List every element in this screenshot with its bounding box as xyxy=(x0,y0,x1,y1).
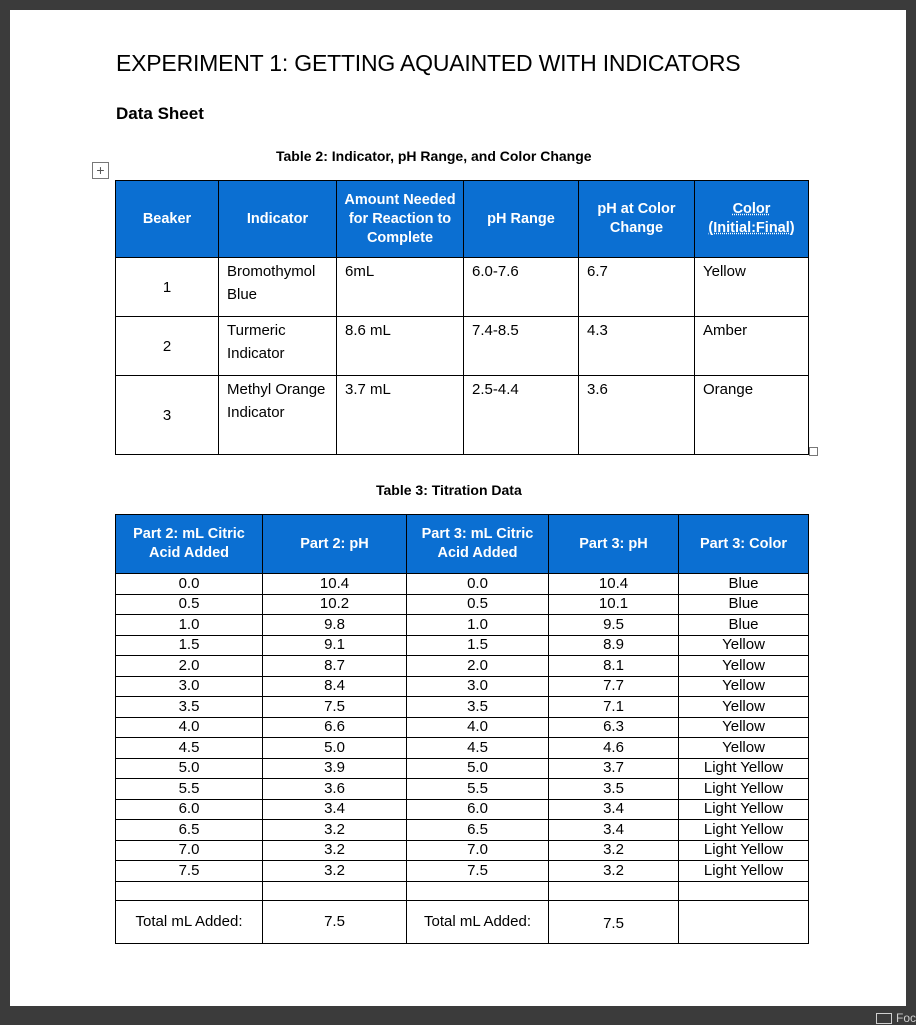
cell-amount[interactable]: 3.7 mL xyxy=(337,376,464,455)
cell-part2-ml[interactable]: 1.5 xyxy=(116,635,263,656)
focus-mode-button[interactable] xyxy=(876,1012,916,1024)
table-header-row xyxy=(116,181,809,258)
cell-part3-ml[interactable]: 1.5 xyxy=(407,635,549,656)
cell-beaker[interactable]: 1 xyxy=(116,258,219,317)
cell-color[interactable]: Yellow xyxy=(695,258,809,317)
cell-part3-ml[interactable]: 6.5 xyxy=(407,820,549,841)
cell-part2-ml[interactable]: 4.5 xyxy=(116,738,263,759)
cell-part3-ph[interactable]: 7.7 xyxy=(549,676,679,697)
cell-part3-ml[interactable]: 4.5 xyxy=(407,738,549,759)
cell-part2-ph[interactable]: 3.4 xyxy=(263,799,407,820)
total-label-part3[interactable]: Total mL Added: xyxy=(407,900,549,943)
cell-part3-ml[interactable]: 7.5 xyxy=(407,861,549,882)
cell-part3-color[interactable]: Light Yellow xyxy=(679,861,809,882)
cell-part2-ph[interactable]: 6.6 xyxy=(263,717,407,738)
cell-ph-change[interactable]: 6.7 xyxy=(579,258,695,317)
cell-color[interactable]: Amber xyxy=(695,317,809,376)
cell-part3-ml[interactable]: 1.0 xyxy=(407,615,549,636)
cell-part3-ph[interactable]: 6.3 xyxy=(549,717,679,738)
cell-part3-color[interactable]: Light Yellow xyxy=(679,779,809,800)
cell-part2-ml[interactable]: 3.5 xyxy=(116,697,263,718)
header-part3-color: Part 3: Color xyxy=(679,515,809,574)
cell-amount[interactable]: 6mL xyxy=(337,258,464,317)
cell-part3-ph[interactable]: 7.1 xyxy=(549,697,679,718)
cell-part2-ph[interactable]: 8.4 xyxy=(263,676,407,697)
cell-part3-ph[interactable]: 3.7 xyxy=(549,758,679,779)
cell-part2-ml[interactable]: 0.0 xyxy=(116,574,263,595)
blank-cell[interactable] xyxy=(263,881,407,900)
cell-part3-color[interactable]: Light Yellow xyxy=(679,799,809,820)
cell-part3-ph[interactable]: 9.5 xyxy=(549,615,679,636)
table-move-handle-icon[interactable]: + xyxy=(92,162,109,179)
cell-part3-color[interactable]: Light Yellow xyxy=(679,758,809,779)
cell-part3-ml[interactable]: 5.0 xyxy=(407,758,549,779)
header-beaker: Beaker xyxy=(116,181,219,258)
cell-part3-color[interactable]: Blue xyxy=(679,615,809,636)
table-row xyxy=(116,594,809,615)
cell-part2-ph[interactable]: 8.7 xyxy=(263,656,407,677)
table-row xyxy=(116,717,809,738)
cell-part3-ml[interactable]: 0.5 xyxy=(407,594,549,615)
table-row xyxy=(116,799,809,820)
cell-part3-ml[interactable]: 0.0 xyxy=(407,574,549,595)
cell-part3-ph[interactable]: 4.6 xyxy=(549,738,679,759)
cell-color[interactable]: Orange xyxy=(695,376,809,455)
table-row xyxy=(116,615,809,636)
total-color-cell[interactable] xyxy=(679,900,809,943)
cell-indicator[interactable]: Bromothymol Blue xyxy=(219,258,337,317)
cell-ph-range[interactable]: 6.0-7.6 xyxy=(464,258,579,317)
blank-cell[interactable] xyxy=(116,881,263,900)
cell-part3-ml[interactable]: 7.0 xyxy=(407,840,549,861)
cell-part3-ml[interactable]: 4.0 xyxy=(407,717,549,738)
indicator-table xyxy=(115,180,809,455)
cell-part2-ml[interactable]: 5.0 xyxy=(116,758,263,779)
cell-beaker[interactable]: 3 xyxy=(116,376,219,455)
cell-part2-ml[interactable]: 1.0 xyxy=(116,615,263,636)
cell-part3-ph[interactable]: 8.1 xyxy=(549,656,679,677)
header-amount: Amount Needed for Reaction to Complete xyxy=(337,181,464,258)
total-label-part2[interactable]: Total mL Added: xyxy=(116,900,263,943)
focus-icon xyxy=(876,1013,892,1024)
cell-part3-ph[interactable]: 3.2 xyxy=(549,840,679,861)
total-value-part3[interactable]: 7.5 xyxy=(549,900,679,943)
cell-part3-ph[interactable]: 3.5 xyxy=(549,779,679,800)
cell-part3-color[interactable]: Yellow xyxy=(679,656,809,677)
table-row xyxy=(116,376,809,455)
cell-part2-ph[interactable]: 10.4 xyxy=(263,574,407,595)
header-ph-range: pH Range xyxy=(464,181,579,258)
cell-ph-range[interactable]: 2.5-4.4 xyxy=(464,376,579,455)
cell-part2-ph[interactable]: 5.0 xyxy=(263,738,407,759)
table-row xyxy=(116,317,809,376)
cell-part3-color[interactable]: Yellow xyxy=(679,676,809,697)
total-value-part2[interactable]: 7.5 xyxy=(263,900,407,943)
cell-part3-color[interactable]: Light Yellow xyxy=(679,840,809,861)
cell-part3-ph[interactable]: 3.4 xyxy=(549,820,679,841)
table-header-row xyxy=(116,515,809,574)
cell-part2-ml[interactable]: 6.5 xyxy=(116,820,263,841)
cell-part3-ml[interactable]: 6.0 xyxy=(407,799,549,820)
status-bar xyxy=(0,1006,916,1024)
cell-part3-ph[interactable]: 10.1 xyxy=(549,594,679,615)
table-resize-handle[interactable] xyxy=(809,447,818,456)
table-row xyxy=(116,656,809,677)
cell-ph-change[interactable]: 4.3 xyxy=(579,317,695,376)
cell-part3-ml[interactable]: 3.5 xyxy=(407,697,549,718)
cell-part2-ph[interactable]: 9.8 xyxy=(263,615,407,636)
cell-ph-range[interactable]: 7.4-8.5 xyxy=(464,317,579,376)
cell-part3-color[interactable]: Blue xyxy=(679,574,809,595)
cell-part3-ml[interactable]: 2.0 xyxy=(407,656,549,677)
header-part3-ml: Part 3: mL Citric Acid Added xyxy=(407,515,549,574)
cell-part2-ph[interactable]: 3.2 xyxy=(263,840,407,861)
cell-part2-ml[interactable]: 5.5 xyxy=(116,779,263,800)
cell-part2-ml[interactable]: 6.0 xyxy=(116,799,263,820)
blank-cell[interactable] xyxy=(549,881,679,900)
cell-part3-ph[interactable]: 8.9 xyxy=(549,635,679,656)
cell-part3-color[interactable]: Yellow xyxy=(679,738,809,759)
header-part2-ph: Part 2: pH xyxy=(263,515,407,574)
blank-cell[interactable] xyxy=(407,881,549,900)
cell-part2-ph[interactable]: 3.2 xyxy=(263,820,407,841)
table-row xyxy=(116,820,809,841)
table2-caption: Table 2: Indicator, pH Range, and Color Change xyxy=(276,148,592,164)
cell-part3-color[interactable]: Yellow xyxy=(679,635,809,656)
cell-part2-ph[interactable]: 7.5 xyxy=(263,697,407,718)
cell-part3-ml[interactable]: 3.0 xyxy=(407,676,549,697)
cell-part3-color[interactable]: Blue xyxy=(679,594,809,615)
cell-part3-color[interactable]: Yellow xyxy=(679,697,809,718)
cell-beaker[interactable]: 2 xyxy=(116,317,219,376)
cell-indicator[interactable]: Methyl Orange Indicator xyxy=(219,376,337,455)
cell-part2-ph[interactable]: 9.1 xyxy=(263,635,407,656)
header-color xyxy=(695,181,809,258)
table-row xyxy=(116,840,809,861)
cell-part2-ml[interactable]: 0.5 xyxy=(116,594,263,615)
titration-table xyxy=(115,514,809,944)
table-row xyxy=(116,861,809,882)
cell-part2-ml[interactable]: 7.0 xyxy=(116,840,263,861)
header-ph-color-change: pH at Color Change xyxy=(579,181,695,258)
table-row xyxy=(116,676,809,697)
cell-part3-ph[interactable]: 3.2 xyxy=(549,861,679,882)
table-row xyxy=(116,738,809,759)
header-part2-ml: Part 2: mL Citric Acid Added xyxy=(116,515,263,574)
table-row xyxy=(116,258,809,317)
cell-amount[interactable]: 8.6 mL xyxy=(337,317,464,376)
cell-part2-ml[interactable]: 4.0 xyxy=(116,717,263,738)
cell-ph-change[interactable]: 3.6 xyxy=(579,376,695,455)
titration-table-body xyxy=(116,574,809,882)
cell-part2-ml[interactable]: 3.0 xyxy=(116,676,263,697)
cell-part3-ph[interactable]: 3.4 xyxy=(549,799,679,820)
cell-part2-ph[interactable]: 3.6 xyxy=(263,779,407,800)
page-subtitle: Data Sheet xyxy=(116,104,204,123)
table-row-totals xyxy=(116,900,809,943)
cell-part3-color[interactable]: Light Yellow xyxy=(679,820,809,841)
cell-part2-ph[interactable]: 10.2 xyxy=(263,594,407,615)
cell-part3-color[interactable]: Yellow xyxy=(679,717,809,738)
table3-caption: Table 3: Titration Data xyxy=(376,482,522,498)
table-row xyxy=(116,779,809,800)
cell-part2-ph[interactable]: 3.2 xyxy=(263,861,407,882)
blank-cell[interactable] xyxy=(679,881,809,900)
cell-part2-ph[interactable]: 3.9 xyxy=(263,758,407,779)
table-row xyxy=(116,697,809,718)
header-part3-ph: Part 3: pH xyxy=(549,515,679,574)
table-row xyxy=(116,635,809,656)
header-color-text: Color (Initial:Final) xyxy=(708,201,795,236)
page-title: EXPERIMENT 1: GETTING AQUAINTED WITH INDICATORS xyxy=(116,50,741,76)
cell-part3-ml[interactable]: 5.5 xyxy=(407,779,549,800)
cell-indicator[interactable]: Turmeric Indicator xyxy=(219,317,337,376)
focus-label: Foc xyxy=(895,1011,916,1025)
header-indicator: Indicator xyxy=(219,181,337,258)
table-row-blank xyxy=(116,881,809,900)
cell-part3-ph[interactable]: 10.4 xyxy=(549,574,679,595)
cell-part2-ml[interactable]: 2.0 xyxy=(116,656,263,677)
table-row xyxy=(116,758,809,779)
cell-part2-ml[interactable]: 7.5 xyxy=(116,861,263,882)
table-row xyxy=(116,574,809,595)
